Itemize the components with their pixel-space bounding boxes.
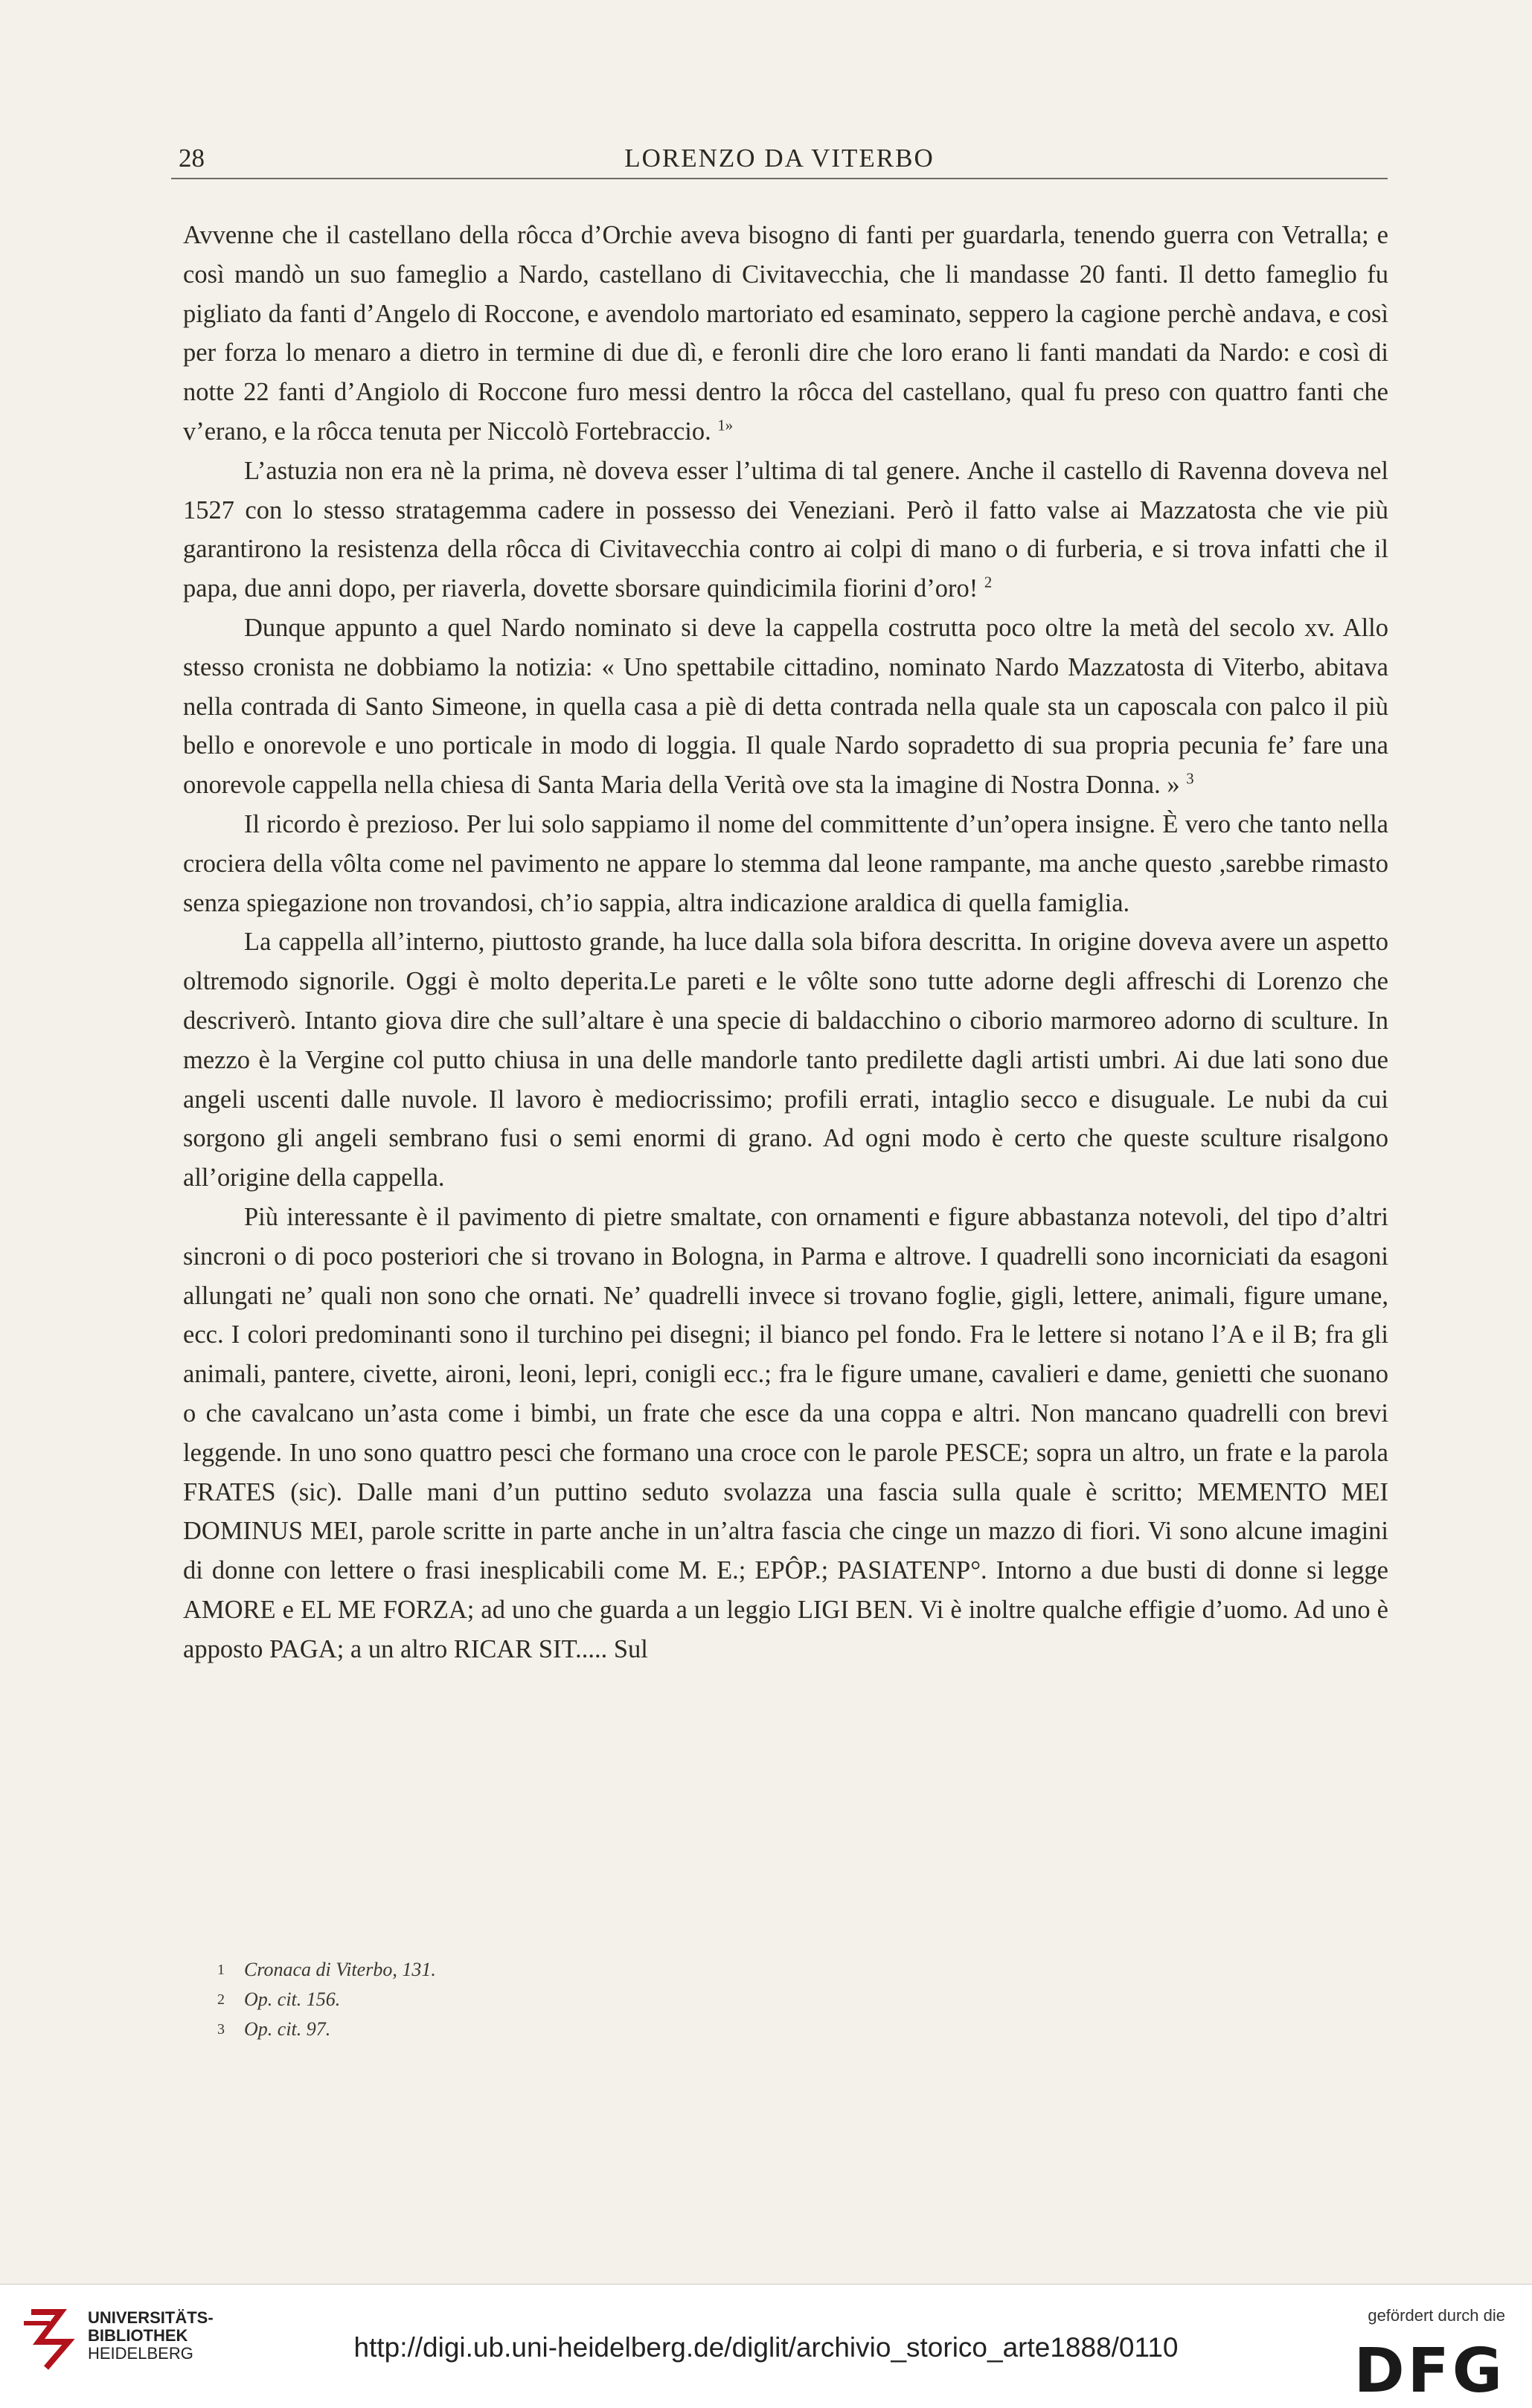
paragraph: L’astuzia non era nè la prima, nè doveva esser l’ultima di tal genere. Anche il castello di Ravenna doveva nel 1527 con lo stesso stratagemma cadere in possesso dei Veneziani. Però il fatto valse ai Mazzatosta che vie più garantirono la resistenza della rôcca di Civitavecchia contro ai colpi di mano o di furberia, e si trova infatti che il papa, due anni dopo, per riaverla, dovette sborsare quindicimila fiorini d’oro! $^2$ [183,456,1388,603]
running-header [171,144,1388,179]
footnote: 3 Op. cit. 97. [217,2018,331,2040]
funding-caption: gefördert durch die [1368,2306,1505,2325]
footnote-ref: 2 [984,574,993,591]
footnote: 2 Op. cit. 156. [217,1988,341,2010]
paragraph: La cappella all’interno, piuttosto grande, ha luce dalla sola bifora descritta. In origine doveva avere un aspetto oltremodo signorile. Oggi è molto deperita.Le pareti e le vôlte sono tutte adorne degli affreschi di Lorenzo che descriverò. Intanto giova dire che sull’altare è una specie di baldacchino o ciborio marmoreo adorno di sculture. In mezzo è la Vergine col putto chiusa in una delle mandorle tanto predilette dagli artisti umbri. Ai due lati sono due angeli uscenti dalle nuvole. Il lavoro è mediocrissimo; profili errati, intaglio secco e disuguale. Le nubi da cui sorgono gli angeli sembrano fusi o semi enormi di grano. Ad ogni modo è certo che queste sculture risalgono all’origine della cappella. [183,928,1388,1192]
paragraph: Dunque appunto a quel Nardo nominato si deve la cappella costrutta poco oltre la metà del secolo xv. Allo stesso cronista ne dobbiamo la notizia: « Uno spettabile cittadino, nominato Nardo Mazzatosta di Viterbo, abitava nella contrada di Santo Simeone, in quella casa a piè di detta contrada nella quale sta un caposcala con palco il più bello e onorevole e uno porticale in modo di loggia. Il quale Nardo sopradetto di sua propria pecunia fe’ fare una onorevole cappella nella chiesa di Santa Maria della Verità ove sta la imagine di Nostra Donna. » $^3$ [183,613,1388,800]
running-title: LORENZO DA VITERBO [624,144,935,173]
footnote-ref: 1» [717,417,734,434]
footnote: 1 Cronaca di Viterbo, 131. [217,1959,436,1980]
body-text [183,216,1388,1669]
permalink-url[interactable]: http://digi.ub.uni-heidelberg.de/diglit/archivio_storico_arte1888/0110 [353,2332,1179,2363]
page-number: 28 [179,144,205,173]
footnote-ref: 3 [1186,771,1194,788]
paragraph: Avvenne che il castellano della rôcca d’Orchie aveva bisogno di fanti per guardarla, tenendo guerra con Vetralla; e così mandò un suo fameglio a Nardo, castellano di Civitavecchia, che li mandasse 20 fanti. Il detto fameglio fu pigliato da fanti d’Angelo di Roccone, e avendolo martoriato ed esaminato, seppero la cagione perchè andava, e così per forza lo menaro a dietro in termine di due dì, e feronli dire che loro erano li fanti mandati da Nardo: e così di notte 22 fanti d’Angiolo di Roccone furo messi dentro la rôcca del castellano, qual fu preso con quattro fanti che v’erano, e la rôcca tenuta per Niccolò Fortebraccio. $^{1»}$ [183,221,1388,446]
paragraph: Più interessante è il pavimento di pietre smaltate, con ornamenti e figure abbastanza notevoli, del tipo d’altri sincroni o di poco posteriori che si trovano in Bologna, in Parma e altrove. I quadrelli sono incorniciati da esagoni allungati ne’ quali non sono che ornati. Ne’ quadrelli invece si trovano foglie, gigli, lettere, animali, figure umane, ecc. I colori predominanti sono il turchino pei disegni; il bianco pel fondo. Fra le lettere si notano l’A e il B; fra gli animali, pantere, civette, aironi, leoni, lepri, conigli ecc.; fra le figure umane, cavalieri e dame, genietti che suonano o che cavalcano un’asta come i bimbi, un frate che esce da una coppa e altri. Non mancano quadrelli con brevi leggende. In uno sono quattro pesci che formano una croce con le parole PESCE; sopra un altro, un frate e la parola FRATES (sic). Dalle mani d’un puttino seduto svolazza una fascia sulla quale è scritto; MEMENTO MEI DOMINUS MEI, parole scritte in parte anche in un’altra fascia che cinge un mazzo di fiori. Vi sono alcune imagini di donne con lettere o frasi inesplicabili come M. E.; EPÔP.; PASIATENP°. Intorno a due busti di donne si legge AMORE e EL ME FORZA; ad uno che guarda a un leggio LIGI BEN. Vi è inoltre qualche effigie d’uomo. Ad uno è apposto PAGA; a un altro RICAR SIT..... Sul [183,1202,1388,1663]
dfg-logo-icon: DFG [1353,2336,1505,2407]
library-name: UNIVERSITÄTS- BIBLIOTHEK HEIDELBERG [88,2308,214,2363]
footnotes [217,1955,887,2044]
paragraph: Il ricordo è prezioso. Per lui solo sappiamo il nome del committente d’un’opera insigne. È vero che tanto nella crociera della vôlta come nel pavimento ne appare lo stemma dal leone rampante, ma anche questo ,sarebbe rimasto senza spiegazione non trovandosi, ch’io sappia, altra indicazione araldica di quella famiglia. [183,809,1388,917]
